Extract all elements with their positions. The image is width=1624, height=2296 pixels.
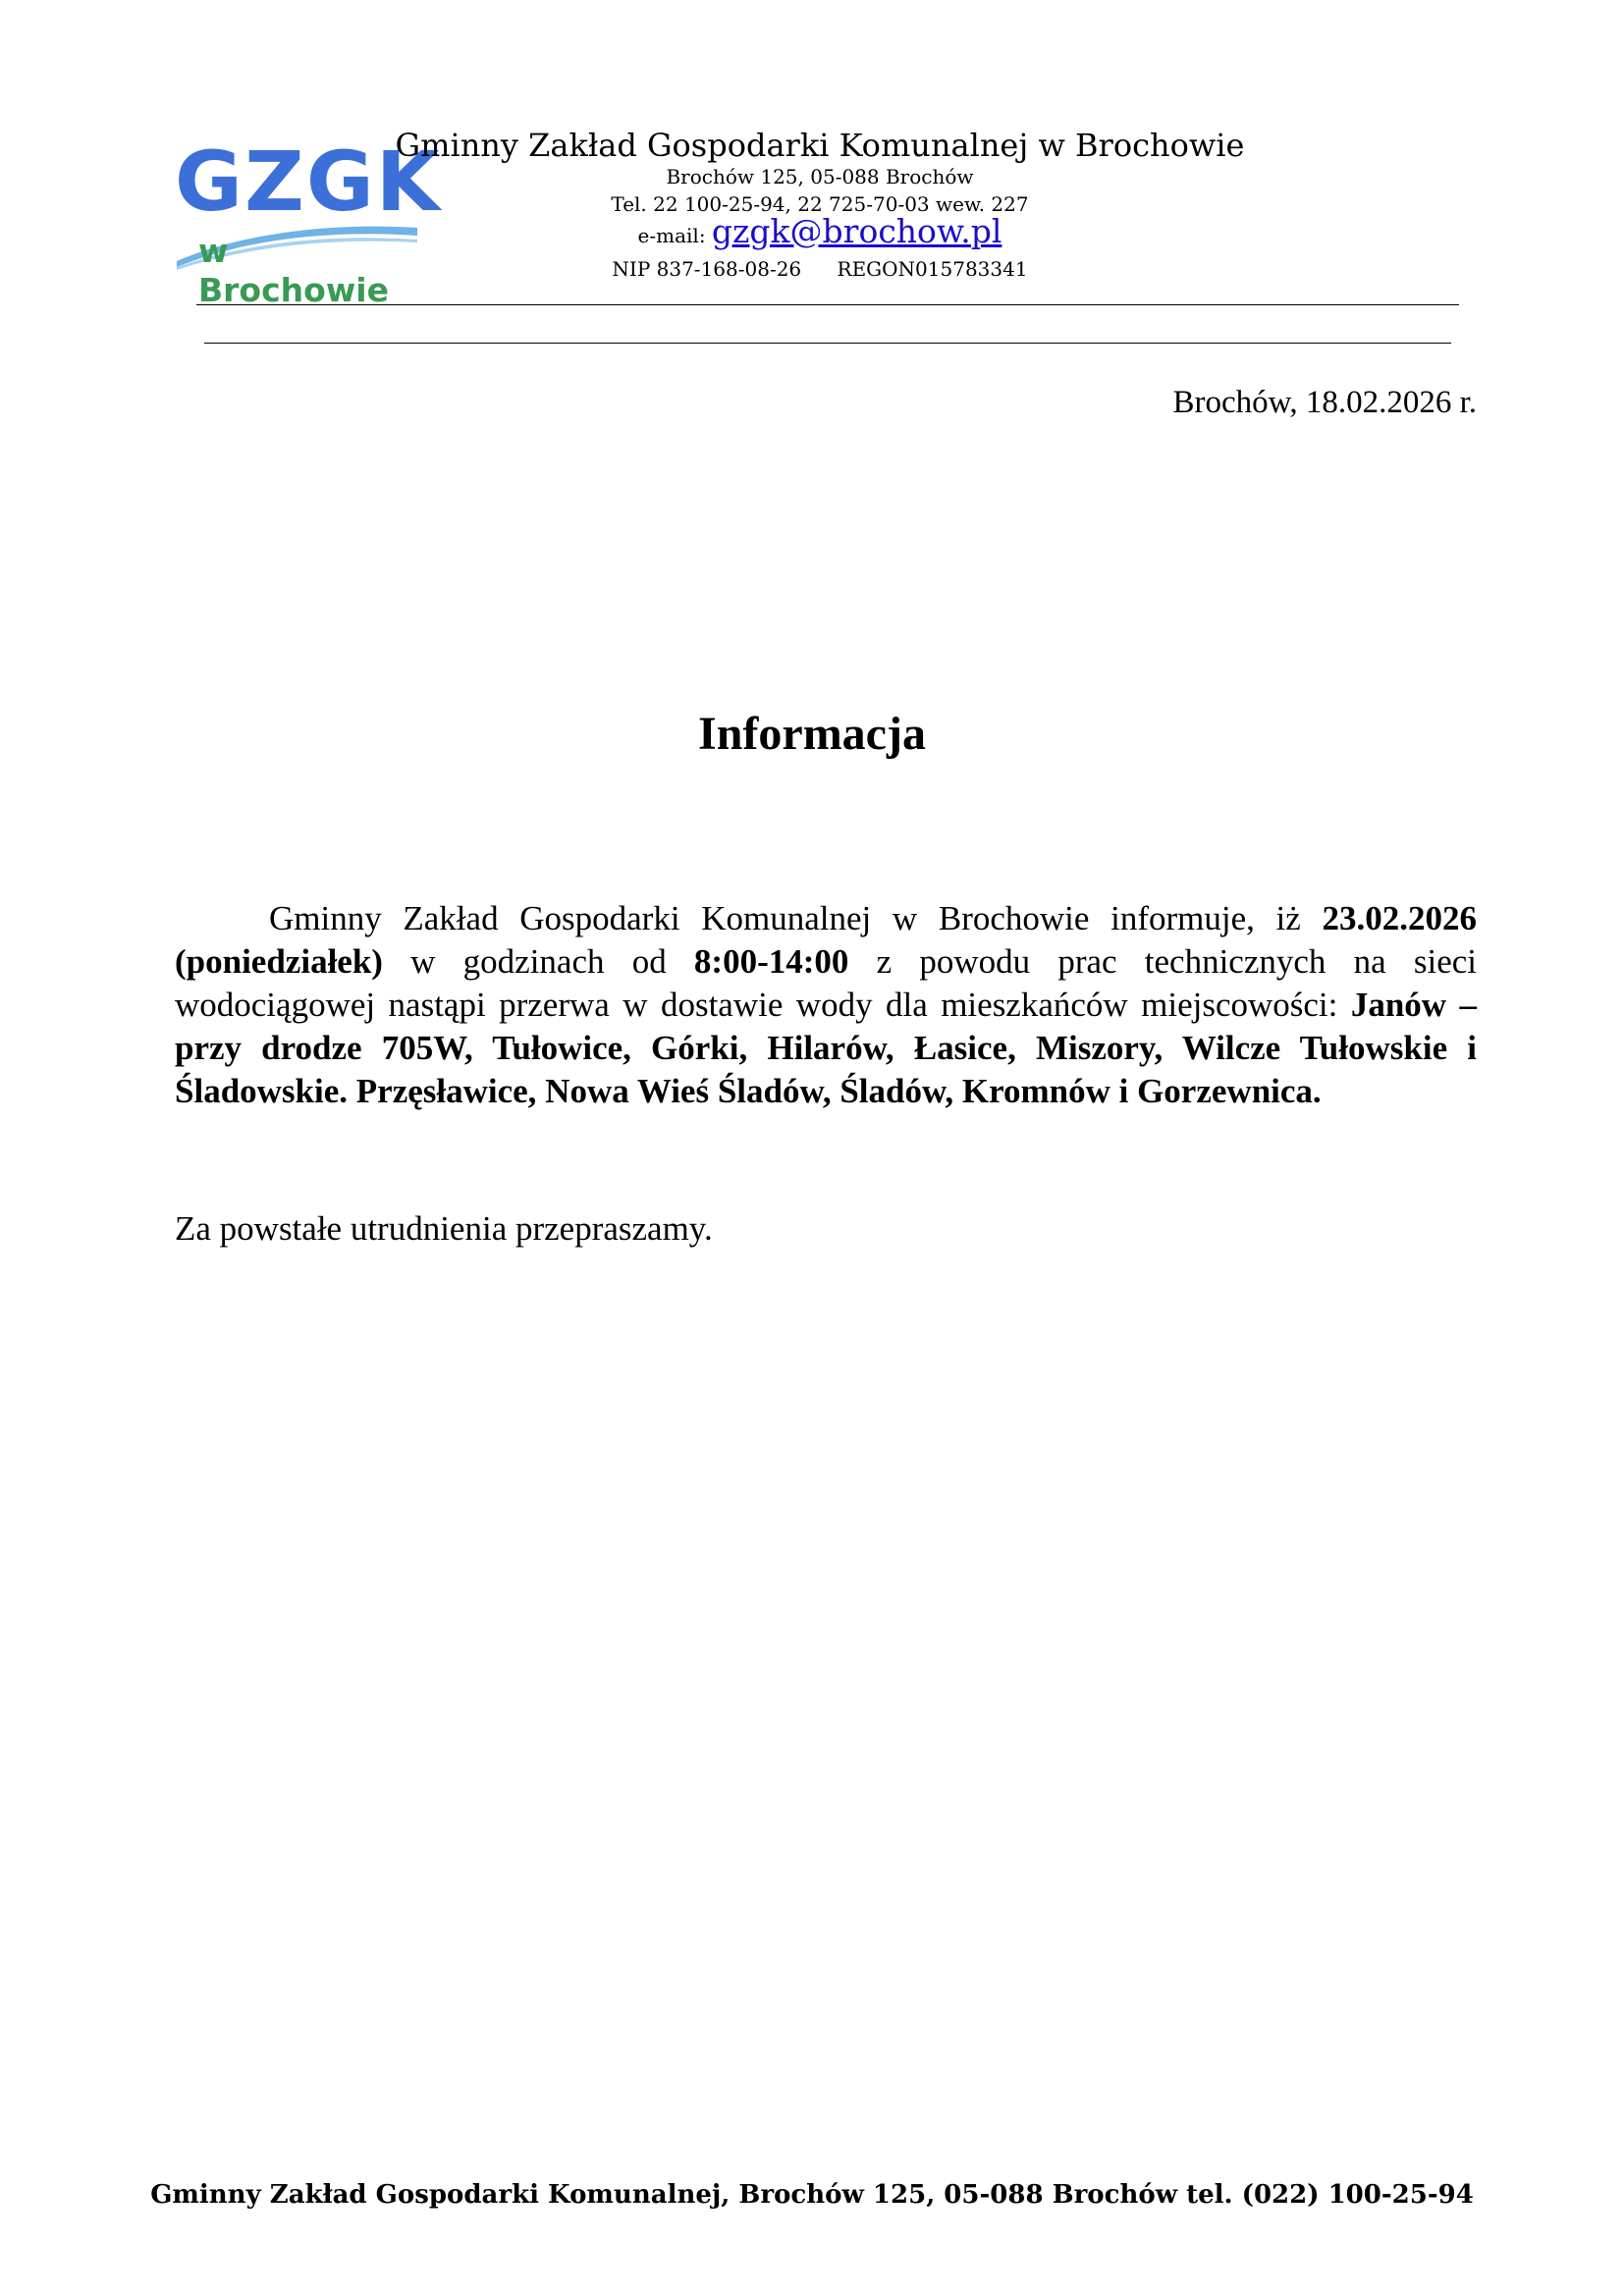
letterhead-org-name: Gminny Zakład Gospodarki Komunalnej w Brochowie xyxy=(395,127,1245,164)
closing-sentence: Za powstałe utrudnienia przepraszamy. xyxy=(175,1209,713,1248)
email-link[interactable]: gzgk@brochow.pl xyxy=(711,212,1002,250)
page-footer: Gminny Zakład Gospodarki Komunalnej, Brochów 125, 05-088 Brochów tel. (022) 100-25-94 xyxy=(150,2180,1474,2210)
announcement-paragraph xyxy=(175,897,1477,1113)
affected-localities: Janów – przy drodze 705W, Tułowice, Górki, Hilarów, Łasice, Miszory, Wilcze Tułowskie i Śladowskie. Przęsławice, Nowa Wieś Śladów, Śladów, Kromnów i Gorzewnica. xyxy=(175,986,1477,1110)
logo-main-text: GZGK xyxy=(175,133,442,230)
header-divider-top xyxy=(196,304,1459,305)
header-divider-bottom xyxy=(204,343,1451,344)
nip-number: NIP 837-168-08-26 xyxy=(612,257,802,281)
document-date: Brochów, 18.02.2026 r. xyxy=(1172,385,1477,420)
letterhead-address: Brochów 125, 05-088 Brochów xyxy=(666,165,974,188)
body-text-3: z powodu prac technicznych na sieci wodociągowej nastąpi przerwa w dostawie wody dla mieszkańców miejscowości: xyxy=(175,942,1477,1024)
gzgk-logo xyxy=(175,133,442,309)
body-text-2: w godzinach od xyxy=(382,942,694,981)
outage-hours: 8:00-14:00 xyxy=(693,942,849,981)
letterhead-email-line xyxy=(393,212,1247,250)
letterhead-phone: Tel. 22 100-25-94, 22 725-70-03 wew. 227 xyxy=(611,192,1029,216)
regon-number: REGON015783341 xyxy=(837,257,1028,281)
logo-sub-text: w Brochowie xyxy=(198,232,390,309)
outage-date: 23.02.2026 (poniedziałek) xyxy=(175,899,1477,981)
announcement-body xyxy=(175,897,1477,1113)
document-title: Informacja xyxy=(698,708,926,760)
letterhead-ids xyxy=(393,257,1247,281)
email-label: e-mail: xyxy=(637,224,706,247)
body-text-1: Gminny Zakład Gospodarki Komunalnej w Brochowie informuje, iż xyxy=(269,899,1323,937)
